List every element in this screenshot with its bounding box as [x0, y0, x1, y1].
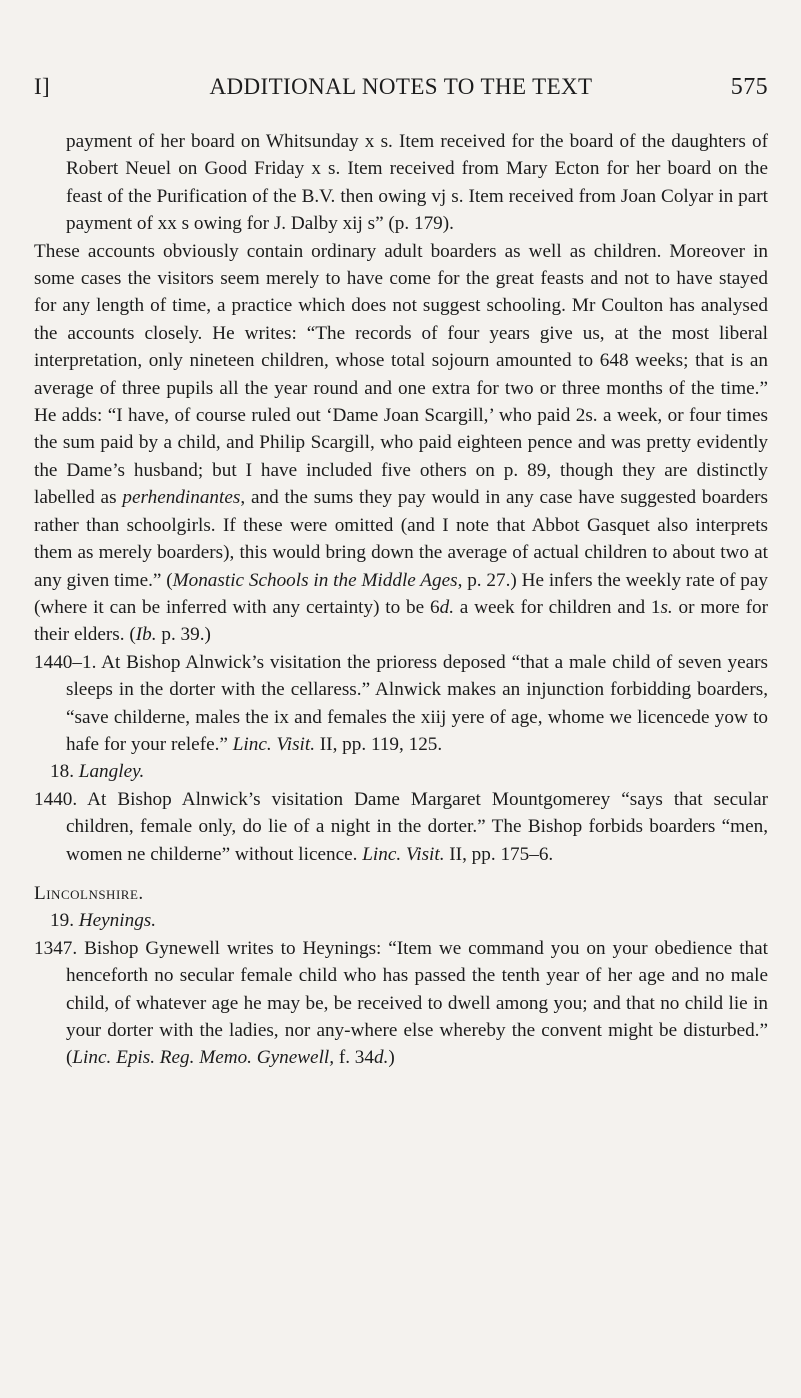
running-title: ADDITIONAL NOTES TO THE TEXT — [209, 74, 593, 99]
entry-1440: 1440. At Bishop Alnwick’s visitation Dame Margaret Mountgomerey “says that secular children, female only, do lie of a night in the dorter.” The Bishop forbids boarders “men, women ne childerne” without licence. Linc. Visit. II, pp. 175–6. — [34, 788, 768, 865]
paragraph-coulton-analysis: These accounts obviously contain ordinary adult boarders as well as children. Moreover in some cases the visitors seem merely to have come for the great feasts and not to have stayed for any length of time, a practice which does not suggest schooling. Mr Coulton has analysed the accounts closely. He writes: “The records of four years give us, at the most liberal interpretation, only nineteen children, whose total sojourn amounted to 648 weeks; that is an average of three pupils all the year round and one extra for two or three months of the time.” He adds: “I have, of course ruled out ‘Dame Joan Scargill,’ who paid 2s. a week, or four times the sum paid by a child, and Philip Scargill, who paid eighteen pence and was pretty evidently the Dame’s husband; but I have included five others on p. 89, though they are distinctly labelled as perhendinantes, and the sums they pay would in any case have suggested boarders rather than schoolgirls. If these were omitted (and I note that Abbot Gasquet also interprets them as merely boarders), this would bring down the average of actual children to about two at any given time.” (Monastic Schools in the Middle Ages, p. 27.) He infers the weekly rate of pay (where it can be inferred with any certainty) to be 6d. a week for children and 1s. or more for their elders. (Ib. p. 39.) — [34, 240, 768, 646]
paragraph-quoted-accounts: payment of her board on Whitsunday x s. Item received for the board of the daughters of Robert Neuel on Good Friday x s. Item received from Mary Ecton for her board on the feast of the Purification of the B.V. then owing vj s. Item received from Joan Colyar in part payment of xx s owing for J. Dalby xij s” (p. 179). — [66, 131, 768, 235]
entry-1440-1: 1440–1. At Bishop Alnwick’s visitation the prioress deposed “that a male child of seven years sleeps in the dorter with the cellaress.” Alnwick makes an injunction forbidding boarders, “save childerne, males the ix and females the xiij yere of age, whome we licencede yow to hafe for your relefe.” Linc. Visit. II, pp. 119, 125. — [34, 651, 768, 755]
section-lincolnshire: Lincolnshire. — [34, 882, 144, 904]
heading-heynings: 19. Heynings. — [50, 910, 157, 932]
chapter-marker: I] — [34, 74, 51, 99]
entry-1347: 1347. Bishop Gynewell writes to Heynings: “Item we command you on your obedience that henceforth no secular female child who has passed the tenth year of her age and no male child, of whatever age he may be, be received to dwell among you; and that no child lie in your dorter with the ladies, nor any-where else whereby the convent might be disturbed.” (Linc. Epis. Reg. Memo. Gynewell, f. 34d.) — [34, 937, 768, 1069]
body-text — [34, 128, 768, 1072]
running-header — [34, 74, 768, 114]
heading-langley: 18. Langley. — [50, 761, 145, 783]
page-number: 575 — [730, 74, 768, 100]
